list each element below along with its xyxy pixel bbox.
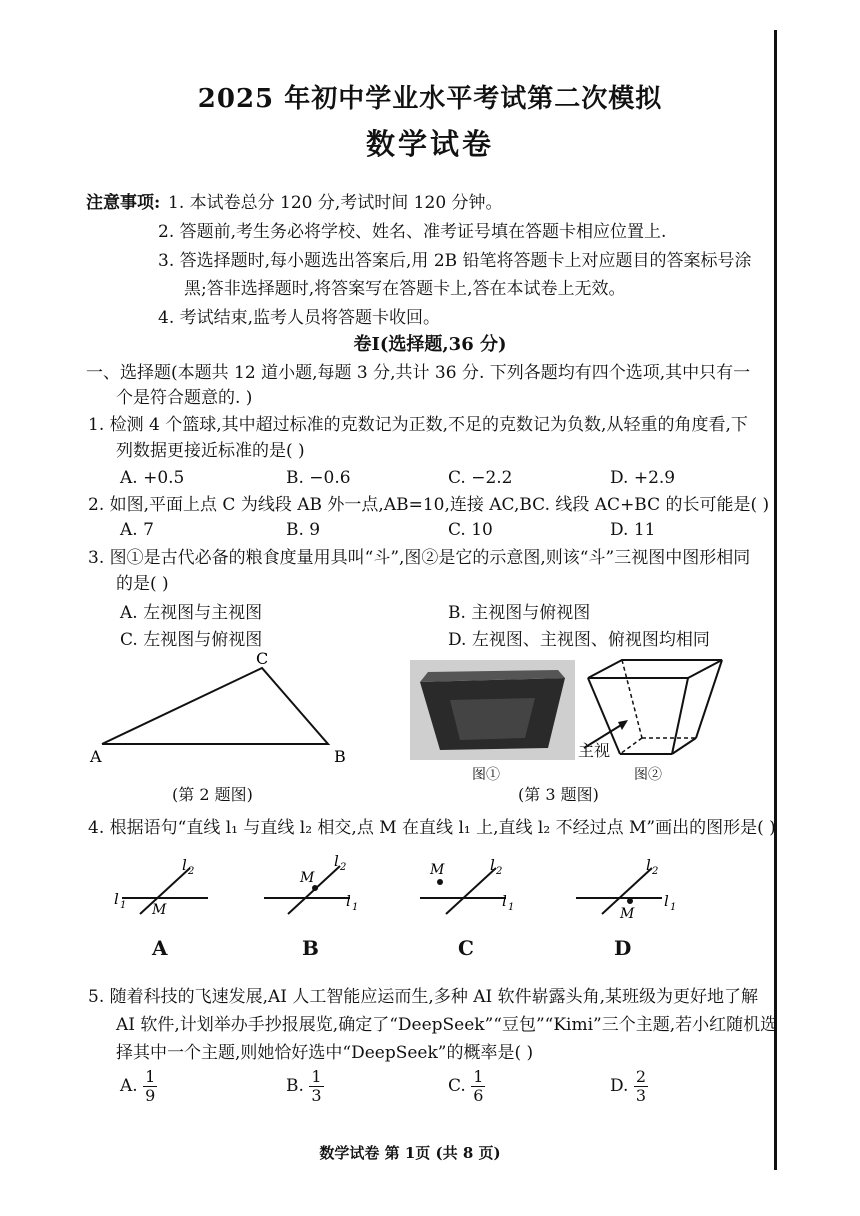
main-view-label: 主视 — [578, 741, 611, 760]
svg-text:2: 2 — [340, 862, 347, 873]
q1-option-a: A. +0.5 — [120, 468, 185, 488]
q1-option-d: D. +2.9 — [610, 468, 676, 488]
svg-text:l: l — [182, 856, 187, 874]
q2-option-b: B. 9 — [286, 520, 321, 540]
point-c-label: C — [256, 649, 269, 668]
q4-figure-a — [114, 856, 208, 918]
q3-option-d: D. 左视图、主视图、俯视图均相同 — [448, 630, 710, 650]
q5-option-c: C. $\frac{1}{6}$ — [448, 1067, 484, 1105]
point-a-label: A — [90, 747, 102, 766]
q4-figure-c — [420, 856, 514, 914]
notice-item: 3. 答选择题时,每小题选出答案后,用 2B 铅笔将答题卡上对应题目的答案标号涂 — [158, 251, 752, 271]
question-3-text: 的是( ) — [116, 574, 169, 594]
svg-text:l: l — [490, 856, 495, 874]
figure-3-label-1: 图① — [472, 767, 500, 783]
page-edge-line — [774, 30, 777, 1170]
svg-text:l: l — [502, 892, 507, 910]
q4-figure-d — [576, 856, 676, 918]
q5-option-b: B. $\frac{1}{3}$ — [286, 1067, 322, 1105]
dou-top-face — [588, 660, 722, 678]
svg-text:l: l — [646, 856, 651, 874]
svg-text:l: l — [114, 890, 119, 908]
svg-text:1: 1 — [508, 902, 515, 913]
point-b-label: B — [334, 747, 346, 766]
exam-title: 2025 年初中学业水平考试第二次模拟 — [197, 84, 663, 114]
figure-3-photo — [410, 660, 575, 760]
figure-3-caption: (第 3 题图) — [518, 785, 599, 804]
figure-2-triangle — [80, 648, 370, 768]
q4-label-b: B — [302, 936, 319, 960]
page-footer: 数学试卷 第 1页 (共 8 页) — [319, 1144, 501, 1162]
q3-option-b: B. 主视图与俯视图 — [448, 603, 591, 623]
question-1-text: 1. 检测 4 个篮球,其中超过标准的克数记为正数,不足的克数记为负数,从轻重的角度看,下 — [88, 415, 748, 435]
section-heading: 一、选择题(本题共 12 道小题,每题 3 分,共计 36 分. 下列各题均有四个选项,其中只有一 — [86, 363, 751, 383]
notice-item: 1. 本试卷总分 120 分,考试时间 120 分钟。 — [168, 193, 503, 213]
question-4-text: 4. 根据语句“直线 l₁ 与直线 l₂ 相交,点 M 在直线 l₁ 上,直线 l₂ 不经过点 M”画出的图形是( ) — [88, 818, 776, 838]
figure-2-caption: (第 2 题图) — [172, 785, 253, 804]
section-heading: 个是符合题意的. ) — [116, 388, 253, 408]
q1-option-c: C. −2.2 — [448, 468, 513, 488]
notice-item: 2. 答题前,考生务必将学校、姓名、准考证号填在答题卡相应位置上. — [158, 222, 667, 242]
svg-text:1: 1 — [352, 902, 359, 913]
q4-figure-b — [264, 852, 358, 914]
q5-option-a: A. $\frac{1}{9}$ — [120, 1067, 156, 1105]
exam-subtitle: 数学试卷 — [365, 127, 494, 161]
svg-text:M: M — [620, 906, 635, 918]
question-1-text: 列数据更接近标准的是( ) — [116, 441, 305, 461]
q3-option-a: A. 左视图与主视图 — [120, 603, 263, 623]
q1-option-b: B. −0.6 — [286, 468, 351, 488]
question-3-text: 3. 图①是古代必备的粮食度量用具叫“斗”,图②是它的示意图,则该“斗”三视图中图形相同 — [88, 548, 751, 568]
question-4-figures — [100, 848, 720, 918]
svg-text:1: 1 — [670, 902, 677, 913]
svg-text:M: M — [300, 870, 315, 886]
question-5-text: 择其中一个主题,则她恰好选中“DeepSeek”的概率是( ) — [116, 1043, 534, 1063]
svg-text:l: l — [346, 892, 351, 910]
question-2-text: 2. 如图,平面上点 C 为线段 AB 外一点,AB=10,连接 AC,BC. 线段 AC+BC 的长可能是( ) — [88, 495, 770, 515]
notice-item: 4. 考试结束,监考人员将答题卡收回。 — [158, 308, 441, 328]
svg-text:2: 2 — [496, 866, 503, 877]
svg-text:l: l — [664, 892, 669, 910]
triangle-abc — [102, 668, 328, 744]
figure-3-label-2: 图② — [634, 767, 662, 783]
q2-option-a: A. 7 — [120, 520, 154, 540]
svg-text:2: 2 — [188, 866, 195, 877]
q3-option-c: C. 左视图与俯视图 — [120, 630, 263, 650]
dou-inner-photo — [450, 698, 535, 740]
q2-option-c: C. 10 — [448, 520, 493, 540]
q4-label-c: C — [458, 936, 474, 960]
q5-option-d: D. $\frac{2}{3}$ — [610, 1067, 647, 1105]
q2-option-d: D. 11 — [610, 520, 656, 540]
svg-text:1: 1 — [120, 900, 127, 911]
svg-text:l: l — [334, 852, 339, 870]
question-5-text: 5. 随着科技的飞速发展,AI 人工智能应运而生,多种 AI 软件崭露头角,某班级为更好地了解 — [88, 987, 759, 1007]
question-5-text: AI 软件,计划举办手抄报展览,确定了“DeepSeek”“豆包”“Kimi”三个主题,若小红随机选 — [116, 1015, 778, 1035]
svg-text:M: M — [430, 862, 445, 878]
notice-label: 注意事项: — [86, 193, 161, 213]
q4-label-a: A — [152, 936, 168, 960]
q4-label-d: D — [614, 936, 632, 960]
svg-text:2: 2 — [652, 866, 659, 877]
notice-item: 黑;答非选择题时,将答案写在答题卡上,答在本试卷上无效。 — [184, 279, 626, 299]
section-title: 卷Ⅰ(选择题,36 分) — [353, 334, 507, 355]
svg-text:M: M — [152, 902, 167, 918]
